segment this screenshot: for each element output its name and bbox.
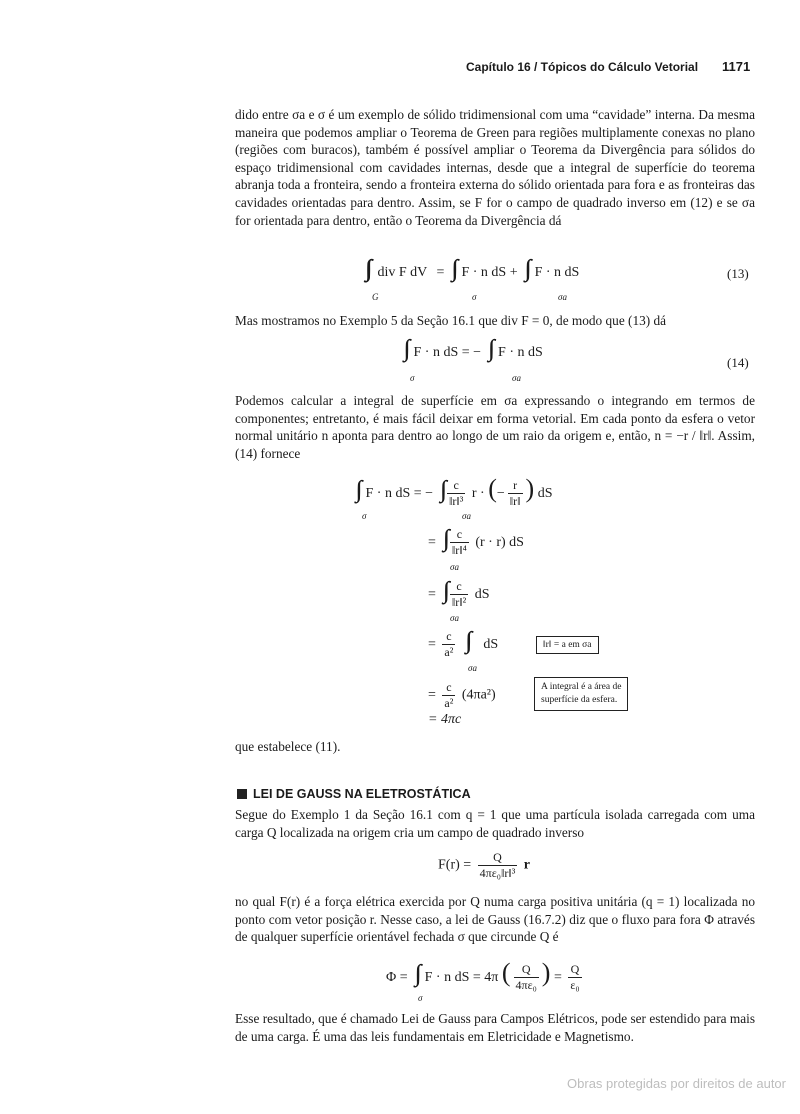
deriv-sub-3: σa [450,613,459,623]
deriv-sub-2: σa [450,562,459,572]
square-bullet-icon [237,789,247,799]
equation-flux: Φ = F · n dS = 4π ( $\frac{Q}{\text{4πε₀}}$ ) = $\frac{Q}{\text{ε₀}}$ [386,958,580,993]
eq13-sub-s: σ [472,292,477,302]
eq13-sub-g: G [372,292,379,302]
paragraph-gauss-intro: Segue do Exemplo 1 da Seção 16.1 com q = 1 que uma partícula isolada carregada com uma carga Q localizada na origem cria um campo de quadrado inverso [235,807,755,840]
equation-13: div F dV = F · n dS + F · n dS [377,265,580,280]
derivation-line-5: = $\frac{c}{\text{a²}}$ (4πa²) [428,680,496,710]
page-number: 1171 [722,59,751,74]
paragraph-intro: dido entre σa e σ é um exemplo de sólido tridimensional com uma “cavidade” interna. Da mesma maneira que podemos ampliar o Teorema de Green para regiões multiplamente conexas no plano (regiões com buracos), também é possível ampliar o Teorema da Divergência para sólidos do espaço tridimensional com cavidades internas, desde que a integral de superfície do teorema abranja toda a fronteira, sendo a fronteira externa do sólido orientada para fora e as fronteiras das cavidades orientadas para dentro. Assim, se F for o campo de quadrado inverso em (12) e se σa for orientada para dentro, então o Teorema da Divergência dá [235,107,755,228]
paragraph-establishes: que estabelece (11). [235,739,341,754]
derivation-line-4: = $\frac{c}{\text{a²}}$ dS [428,629,499,660]
paragraph-electric-force: no qual F(r) é a força elétrica exercida por Q numa carga positiva unitária (q = 1) localizada no ponto com vetor posição r. Nesse caso, a lei de Gauss (16.7.2) diz que o fluxo para fora Φ através de qualquer superfície orientável fechada σ que circunde Q é [235,894,755,945]
chapter-title: Capítulo 16 / Tópicos do Cálculo Vetorial [466,60,699,74]
note-radius: ‖r‖ = a em σa [536,636,599,654]
note-sphere-area: A integral é a área de superfície da esfera. [534,677,628,711]
deriv-sub-1b: σa [462,511,471,521]
flux-sub: σ [418,993,423,1003]
deriv-sub-4: σa [468,663,477,673]
eq14-number: (14) [727,355,749,370]
eq13-number: (13) [727,266,749,281]
eq13-sub-sa: σa [558,292,567,302]
paragraph-gauss-law: Esse resultado, que é chamado Lei de Gauss para Campos Elétricos, pode ser estendido para mais de uma carga. É uma das leis fundamentais em Eletricidade e Magnetismo. [235,1011,755,1044]
deriv-sub-1a: σ [362,511,367,521]
paragraph-vector-form: Podemos calcular a integral de superfície em σa expressando o integrando em termos de componentes; entretanto, é mais fácil deixar em forma vetorial. Em cada ponto da esfera o vetor normal unitário n aponta para dentro ao longo de um raio da origem e, então, n = −r / ‖r‖. Assim, (14) fornece [235,393,755,461]
equation-field: F(r) = $\frac{Q}{\text{4πε₀‖r‖³}}$ r [438,850,531,880]
paragraph-div-zero: Mas mostramos no Exemplo 5 da Seção 16.1 que div F = 0, de modo que (13) dá [235,313,667,328]
eq14-sub-sa: σa [512,373,521,383]
equation-14: F · n dS = − F · n dS [413,345,543,360]
eq14-sub-s: σ [410,373,415,383]
derivation-line-1: F · n dS = − $\frac{c}{\text{‖r‖³}}$ r · (− $\frac{r}{‖r‖}$ ) dS [365,474,553,509]
watermark: Obras protegidas por direitos de autor [567,1076,786,1091]
section-heading: LEI DE GAUSS NA ELETROSTÁTICA [237,787,471,801]
derivation-line-2: = $\frac{c}{\text{‖r‖⁴}}$ (r · r) dS [428,527,524,558]
derivation-line-3: = $\frac{c}{\text{‖r‖²}}$ dS [428,579,490,610]
running-header [466,60,756,74]
derivation-line-6: = 4πc [428,712,462,727]
